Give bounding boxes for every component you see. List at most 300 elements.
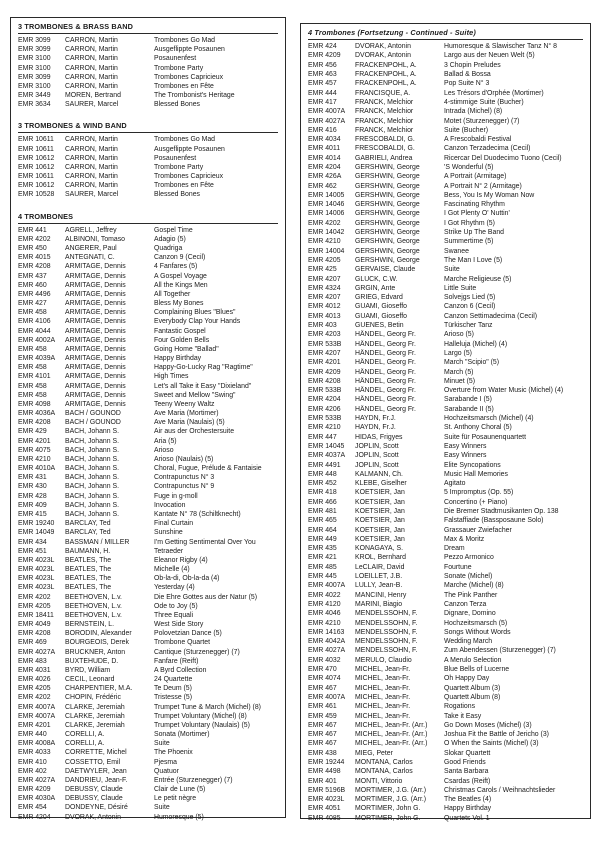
piece-title: A Portrait N° 2 (Armitage): [444, 182, 522, 190]
piece-title: Rogations: [444, 703, 476, 711]
piece-title: Blessed Bones: [154, 101, 200, 109]
composer-name: ALBINONI, Tomaso: [65, 235, 125, 243]
composer-name: KOETSIER, Jan: [355, 517, 405, 525]
catalog-number: EMR 10611: [18, 145, 54, 153]
piece-title: Trombones en Fête: [154, 182, 214, 190]
catalog-row: [308, 228, 583, 237]
composer-name: BORODIN, Alexander: [65, 630, 132, 638]
catalog-number: EMR 533B: [308, 415, 342, 423]
composer-name: BRUCKNER, Anton: [65, 648, 126, 656]
catalog-row: [308, 247, 583, 256]
piece-title: Invocation: [154, 501, 186, 509]
piece-title: Go Down Moses (Michel) (3): [444, 721, 532, 729]
composer-name: ARMITAGE, Dennis: [65, 400, 126, 408]
composer-name: CARRON, Martin: [65, 154, 118, 162]
composer-name: BEETHOVEN, L.v.: [65, 602, 122, 610]
piece-title: Entrée (Sturzenegger) (7): [154, 776, 233, 784]
catalog-row: [308, 470, 583, 479]
catalog-row: [308, 181, 583, 190]
piece-title: The Phoenix: [154, 749, 193, 757]
catalog-number: EMR 463: [308, 71, 337, 79]
piece-title: Canzon 9 (Cecil): [154, 254, 206, 262]
piece-title: Marche (Michel) (8): [444, 582, 504, 590]
catalog-number: EMR 4030A: [18, 795, 56, 803]
catalog-row: [308, 665, 583, 674]
catalog-row: [18, 382, 278, 391]
composer-name: JOPLIN, Scott: [355, 452, 399, 460]
composer-name: CORRETTE, Michel: [65, 749, 127, 757]
catalog-number: EMR 4208: [18, 630, 51, 638]
catalog-row: [18, 372, 278, 381]
piece-title: Suite: [154, 804, 170, 812]
composer-name: GERSHWIN, George: [355, 210, 420, 218]
catalog-number: EMR 424: [308, 43, 337, 51]
catalog-number: EMR 4023L: [18, 584, 55, 592]
piece-title: Trumpet Voluntary (Michel) (8): [154, 712, 247, 720]
piece-title: Posaunenfest: [154, 154, 197, 162]
catalog-number: EMR 4022: [308, 591, 341, 599]
piece-title: Canzon Settimadecima (Cecil): [444, 312, 538, 320]
catalog-row: [18, 629, 278, 638]
composer-name: ARMITAGE, Dennis: [65, 327, 126, 335]
composer-name: ANGERER, Paul: [65, 245, 117, 252]
catalog-number: EMR 3099: [18, 37, 51, 45]
composer-name: ARMITAGE, Dennis: [65, 355, 126, 363]
composer-name: BOURGEOIS, Derek: [65, 639, 129, 647]
composer-name: DEBUSSY, Claude: [65, 795, 123, 803]
composer-name: BACH, Johann S.: [65, 492, 120, 500]
catalog-row: [308, 516, 583, 525]
piece-title: Trombones en Fête: [154, 82, 214, 90]
catalog-row: [308, 814, 583, 823]
catalog-number: EMR 4008A: [18, 740, 56, 748]
piece-title: A Merulo Selection: [444, 656, 502, 664]
piece-title: Happy Birthday: [154, 355, 202, 363]
catalog-row: [18, 308, 278, 317]
composer-name: FRANCK, Melchior: [355, 117, 414, 125]
catalog-number: EMR 435: [308, 545, 337, 553]
piece-title: 4 Fanfares (5): [154, 263, 198, 271]
catalog-row: [18, 785, 278, 794]
piece-title: Ode to Joy (5): [154, 602, 198, 610]
catalog-row: [308, 116, 583, 125]
catalog-number: EMR 4201: [308, 359, 341, 367]
composer-name: MONTANA, Carlos: [355, 759, 413, 766]
catalog-number: EMR 467: [308, 721, 337, 729]
catalog-number: EMR 401: [308, 777, 337, 785]
catalog-row: [18, 427, 278, 436]
catalog-row: [308, 144, 583, 153]
composer-name: GERSHWIN, George: [355, 201, 420, 209]
composer-name: COSSETTO, Emil: [65, 758, 121, 766]
piece-title: Music Hall Memories: [444, 470, 508, 478]
catalog-row: [18, 666, 278, 675]
composer-name: MARINI, Biagio: [355, 600, 403, 608]
composer-name: SAURER, Marcel: [65, 191, 119, 199]
piece-title: Swanee: [444, 247, 469, 255]
composer-name: HAYDN, Fr.J.: [355, 424, 396, 432]
catalog-number: EMR 4031: [18, 666, 51, 674]
catalog-row: [18, 730, 278, 739]
catalog-number: EMR 467: [308, 684, 337, 692]
catalog-row: [308, 163, 583, 172]
composer-name: MICHEL, Jean-Fr.: [355, 712, 411, 720]
composer-name: HÄNDEL, Georg Fr.: [355, 377, 416, 385]
composer-name: CARRON, Martin: [65, 136, 118, 144]
composer-name: GERSHWIN, George: [355, 238, 420, 246]
catalog-row: [308, 358, 583, 367]
catalog-row: [18, 803, 278, 812]
catalog-row: [308, 405, 583, 414]
piece-title: St. Anthony Choral (5): [444, 424, 512, 432]
catalog-number: EMR 4085: [308, 814, 341, 822]
catalog-number: EMR 427: [18, 300, 47, 308]
catalog-row: [308, 786, 583, 795]
catalog-row: [308, 42, 583, 51]
catalog-row: [308, 488, 583, 497]
piece-title: Fantastic Gospel: [154, 327, 206, 335]
piece-title: Overture from Water Music (Michel) (4): [444, 387, 564, 395]
catalog-number: EMR 14163: [308, 628, 345, 636]
catalog-row: [18, 82, 278, 91]
catalog-number: EMR 448: [308, 470, 337, 478]
composer-name: CARRON, Martin: [65, 145, 118, 153]
catalog-row: [18, 492, 278, 501]
catalog-number: EMR 4202: [18, 694, 51, 702]
catalog-row: [18, 657, 278, 666]
piece-title: Easy Winners: [444, 452, 487, 460]
catalog-row: [18, 767, 278, 776]
catalog-number: EMR 4049: [18, 621, 51, 629]
catalog-number: EMR 461: [308, 703, 337, 711]
catalog-row: [308, 730, 583, 739]
composer-name: BEATLES, The: [65, 584, 112, 592]
piece-title: Agitato: [444, 480, 466, 488]
composer-name: JOPLIN, Scott: [355, 461, 399, 469]
catalog-number: EMR 4013: [308, 312, 341, 320]
composer-name: BARCLAY, Ted: [65, 529, 111, 537]
composer-name: CARRON, Martin: [65, 182, 118, 190]
catalog-number: EMR 447: [308, 433, 337, 441]
catalog-row: [308, 637, 583, 646]
catalog-row: [18, 262, 278, 271]
piece-title: Suite: [444, 266, 460, 274]
piece-title: I Got Rhythm (5): [444, 219, 495, 227]
catalog-number: EMR 4207: [308, 294, 341, 302]
catalog-number: EMR 466: [308, 498, 337, 506]
composer-name: BEETHOVEN, L.v.: [65, 593, 122, 601]
composer-name: DVORAK, Antonin: [355, 43, 411, 51]
piece-title: Largo (5): [444, 349, 472, 357]
piece-title: Wedding March: [444, 638, 493, 646]
piece-title: Pezzo Armonico: [444, 554, 494, 562]
catalog-number: EMR 4044: [18, 327, 51, 335]
composer-name: CORELLI, A.: [65, 731, 105, 739]
catalog-row: [18, 537, 278, 546]
composer-name: MOREN, Bertrand: [65, 92, 121, 100]
catalog-number: EMR 410: [18, 758, 47, 766]
catalog-number: EMR 14005: [308, 191, 345, 199]
piece-title: All Together: [154, 290, 191, 298]
composer-name: BACH / GOUNOD: [65, 410, 121, 418]
piece-title: The Pink Panther: [444, 591, 498, 599]
catalog-number: EMR 14049: [18, 529, 55, 537]
composer-name: MORTIMER, John G.: [355, 805, 421, 813]
composer-name: CORELLI, A.: [65, 740, 105, 748]
catalog-number: EMR 4098: [18, 400, 51, 408]
piece-title: Pop Suite N° 3: [444, 80, 490, 88]
catalog-row: [308, 563, 583, 572]
catalog-row: [18, 547, 278, 556]
catalog-row: [18, 501, 278, 510]
piece-title: High Times: [154, 373, 189, 381]
piece-title: Christmas Carols / Weihnachtslieder: [444, 786, 556, 794]
catalog-row: [308, 321, 583, 330]
catalog-row: [18, 64, 278, 73]
catalog-number: EMR 14042: [308, 229, 345, 237]
piece-title: Choral, Fugue, Prélude & Fantaisie: [154, 465, 262, 473]
composer-name: ARMITAGE, Dennis: [65, 290, 126, 298]
composer-name: LOEILLET, J.B.: [355, 573, 403, 581]
composer-name: BACH, Johann S.: [65, 483, 120, 491]
catalog-row: [308, 693, 583, 702]
catalog-section: [18, 20, 278, 109]
right-column-box: [300, 23, 591, 822]
composer-name: GERSHWIN, George: [355, 182, 420, 190]
catalog-row: [18, 473, 278, 482]
catalog-row: [308, 618, 583, 627]
catalog-row: [308, 609, 583, 618]
catalog-row: [18, 739, 278, 748]
catalog-row: [18, 73, 278, 82]
piece-title: Hochzeitsmarsch (Michel) (4): [444, 415, 534, 423]
catalog-row: [308, 284, 583, 293]
piece-title: Te Deum (5): [154, 685, 192, 693]
catalog-number: EMR 4202: [18, 235, 51, 243]
catalog-number: EMR 4209: [308, 368, 341, 376]
piece-title: 4-stimmige Suite (Bucher): [444, 98, 524, 106]
piece-title: Tetraeder: [154, 547, 184, 555]
catalog-number: EMR 4204: [18, 813, 51, 821]
catalog-row: [18, 91, 278, 100]
composer-name: HÄNDEL, Georg Fr.: [355, 349, 416, 357]
piece-title: Quartets Vol. 1: [444, 814, 490, 822]
piece-title: Les Trésors d'Orphée (Mortimer): [444, 89, 544, 97]
composer-name: KLEBE, Giselher: [355, 480, 407, 488]
piece-title: Arioso (Naulais) (5): [154, 455, 214, 463]
piece-title: Songs Without Words: [444, 628, 511, 636]
catalog-number: EMR 4208: [18, 263, 51, 271]
catalog-row: [308, 795, 583, 804]
composer-name: BACH, Johann S.: [65, 446, 120, 454]
composer-name: GLUCK, C.W.: [355, 275, 398, 283]
piece-title: Fascinating Rhythm: [444, 201, 505, 209]
composer-name: ARMITAGE, Dennis: [65, 364, 126, 372]
catalog-row: [18, 464, 278, 473]
catalog-number: EMR 464: [308, 526, 337, 534]
composer-name: CARRON, Martin: [65, 55, 118, 63]
catalog-number: EMR 4074: [308, 675, 341, 683]
composer-name: GUAMI, Gioseffo: [355, 312, 407, 320]
piece-title: Bess, You Is My Woman Now: [444, 191, 535, 199]
piece-title: A Frescobaldi Festival: [444, 136, 512, 144]
catalog-row: [18, 281, 278, 290]
catalog-row: [18, 226, 278, 235]
composer-name: DVORAK, Antonin: [65, 813, 121, 821]
piece-title: Ausgeflippte Posaunen: [154, 46, 225, 54]
catalog-row: [308, 274, 583, 283]
catalog-number: EMR 10612: [18, 163, 55, 171]
piece-title: Solvejgs Lied (5): [444, 294, 496, 302]
catalog-row: [18, 244, 278, 253]
catalog-number: EMR 467: [308, 731, 337, 739]
catalog-row: [18, 145, 278, 154]
composer-name: GERVAISE, Claude: [355, 266, 416, 274]
composer-name: BUXTEHUDE, D.: [65, 657, 119, 665]
piece-title: Die Ehre Gottes aus der Natur (5): [154, 593, 258, 601]
piece-title: Sarabande II (5): [444, 405, 494, 413]
catalog-row: [308, 312, 583, 321]
catalog-number: EMR 467: [308, 740, 337, 748]
catalog-row: [308, 79, 583, 88]
composer-name: KONAGAYA, S.: [355, 545, 403, 553]
composer-name: BACH, Johann S.: [65, 510, 120, 518]
catalog-row: [308, 256, 583, 265]
catalog-number: EMR 4324: [308, 284, 341, 292]
composer-name: BERNSTEIN, L.: [65, 621, 115, 629]
piece-title: Cantique (Sturzenegger) (7): [154, 648, 240, 656]
composer-name: BACH, Johann S.: [65, 474, 120, 482]
composer-name: KOETSIER, Jan: [355, 535, 405, 543]
composer-name: MONTANA, Carlos: [355, 768, 413, 776]
catalog-number: EMR 19244: [308, 759, 345, 766]
catalog-row: [308, 544, 583, 553]
catalog-number: EMR 4033: [18, 749, 51, 757]
piece-title: 'S Wonderful (5): [444, 164, 494, 171]
catalog-row: [18, 391, 278, 400]
piece-title: Strike Up The Band: [444, 229, 505, 237]
composer-name: LeCLAIR, David: [355, 563, 405, 571]
composer-name: BACH, Johann S.: [65, 465, 120, 473]
catalog-row: [18, 611, 278, 620]
piece-title: Humoresque (5): [154, 813, 204, 821]
catalog-row: [308, 674, 583, 683]
composer-name: CARRON, Martin: [65, 46, 118, 54]
catalog-number: EMR 452: [308, 480, 337, 488]
catalog-number: EMR 449: [308, 535, 337, 543]
catalog-row: [308, 758, 583, 767]
catalog-row: [308, 535, 583, 544]
piece-title: Final Curtain: [154, 520, 194, 528]
catalog-number: EMR 415: [18, 510, 47, 518]
catalog-number: EMR 533B: [308, 340, 342, 348]
piece-title: Kantate N° 78 (Schiltknecht): [154, 510, 241, 518]
piece-title: Marche Religieuse (5): [444, 275, 512, 283]
composer-name: GABRIELI, Andrea: [355, 154, 413, 162]
piece-title: Ballad & Bossa: [444, 71, 491, 79]
piece-title: Trombone Party: [154, 64, 204, 72]
composer-name: DAETWYLER, Jean: [65, 767, 127, 775]
catalog-row: [308, 126, 583, 135]
composer-name: MICHEL, Jean-Fr.: [355, 693, 411, 701]
catalog-number: EMR 4202: [308, 219, 341, 227]
piece-title: West Side Story: [154, 621, 204, 629]
composer-name: BEATLES, The: [65, 556, 112, 564]
piece-title: Let's all Take it Easy "Dixieland": [154, 382, 252, 390]
catalog-number: EMR 4210: [308, 619, 341, 627]
catalog-row: [308, 237, 583, 246]
composer-name: GERSHWIN, George: [355, 229, 420, 237]
piece-title: Quartett Album (8): [444, 693, 501, 701]
catalog-row: [18, 354, 278, 363]
piece-title: Canzon Terza: [444, 600, 487, 608]
composer-name: ARMITAGE, Dennis: [65, 391, 126, 399]
piece-title: Falstaffiade (Bassposaune Solo): [444, 517, 544, 525]
composer-name: ARMITAGE, Dennis: [65, 382, 126, 390]
composer-name: FRACKENPOHL, A.: [355, 71, 417, 79]
catalog-number: EMR 4007A: [18, 703, 56, 711]
composer-name: ARMITAGE, Dennis: [65, 336, 126, 344]
catalog-number: EMR 4208: [18, 419, 51, 427]
catalog-number: EMR 450: [18, 245, 47, 252]
catalog-number: EMR 470: [308, 666, 337, 674]
catalog-number: EMR 4046: [308, 610, 341, 618]
piece-title: Summertime (5): [444, 238, 494, 246]
catalog-section: [18, 119, 278, 199]
piece-title: Intrada (Michel) (8): [444, 108, 503, 116]
catalog-number: EMR 14045: [308, 442, 345, 450]
catalog-row: [18, 363, 278, 372]
catalog-number: EMR 10612: [18, 182, 55, 190]
catalog-row: [308, 302, 583, 311]
catalog-number: EMR 483: [18, 657, 47, 665]
composer-name: GUAMI, Gioseffo: [355, 303, 407, 311]
catalog-row: [308, 340, 583, 349]
piece-title: Clair de Lune (5): [154, 786, 206, 794]
catalog-row: [308, 432, 583, 441]
catalog-number: EMR 10611: [18, 173, 54, 181]
piece-title: Happy-Go-Lucky Rag "Ragtime": [154, 364, 253, 372]
composer-name: MICHEL, Jean-Fr.: [355, 684, 411, 692]
composer-name: CLARKE, Jeremiah: [65, 703, 125, 711]
catalog-number: EMR 434: [18, 538, 47, 546]
catalog-number: EMR 459: [308, 712, 337, 720]
composer-name: MORTIMER, J.G. (Arr.): [355, 786, 427, 794]
composer-name: FRESCOBALDI, G.: [355, 145, 415, 153]
catalog-number: EMR 425: [308, 266, 337, 274]
catalog-row: [308, 451, 583, 460]
piece-title: Motet (Sturzenegger) (7): [444, 117, 520, 125]
piece-title: Oh Happy Day: [444, 675, 490, 683]
catalog-number: EMR 4207: [308, 275, 341, 283]
catalog-number: EMR 3100: [18, 82, 51, 90]
catalog-row: [308, 135, 583, 144]
catalog-row: [308, 591, 583, 600]
catalog-number: EMR 441: [18, 226, 47, 234]
catalog-row: [18, 510, 278, 519]
catalog-number: EMR 469: [18, 639, 47, 647]
catalog-row: [18, 794, 278, 803]
piece-title: Slokar Quartett: [444, 749, 491, 757]
piece-title: March (5): [444, 368, 474, 376]
composer-name: ARMITAGE, Dennis: [65, 281, 126, 289]
catalog-row: [18, 721, 278, 730]
catalog-number: EMR 3100: [18, 64, 51, 72]
catalog-row: [18, 693, 278, 702]
catalog-row: [18, 400, 278, 409]
catalog-row: [308, 172, 583, 181]
piece-title: Largo aus der Neuen Welt (5): [444, 52, 535, 60]
